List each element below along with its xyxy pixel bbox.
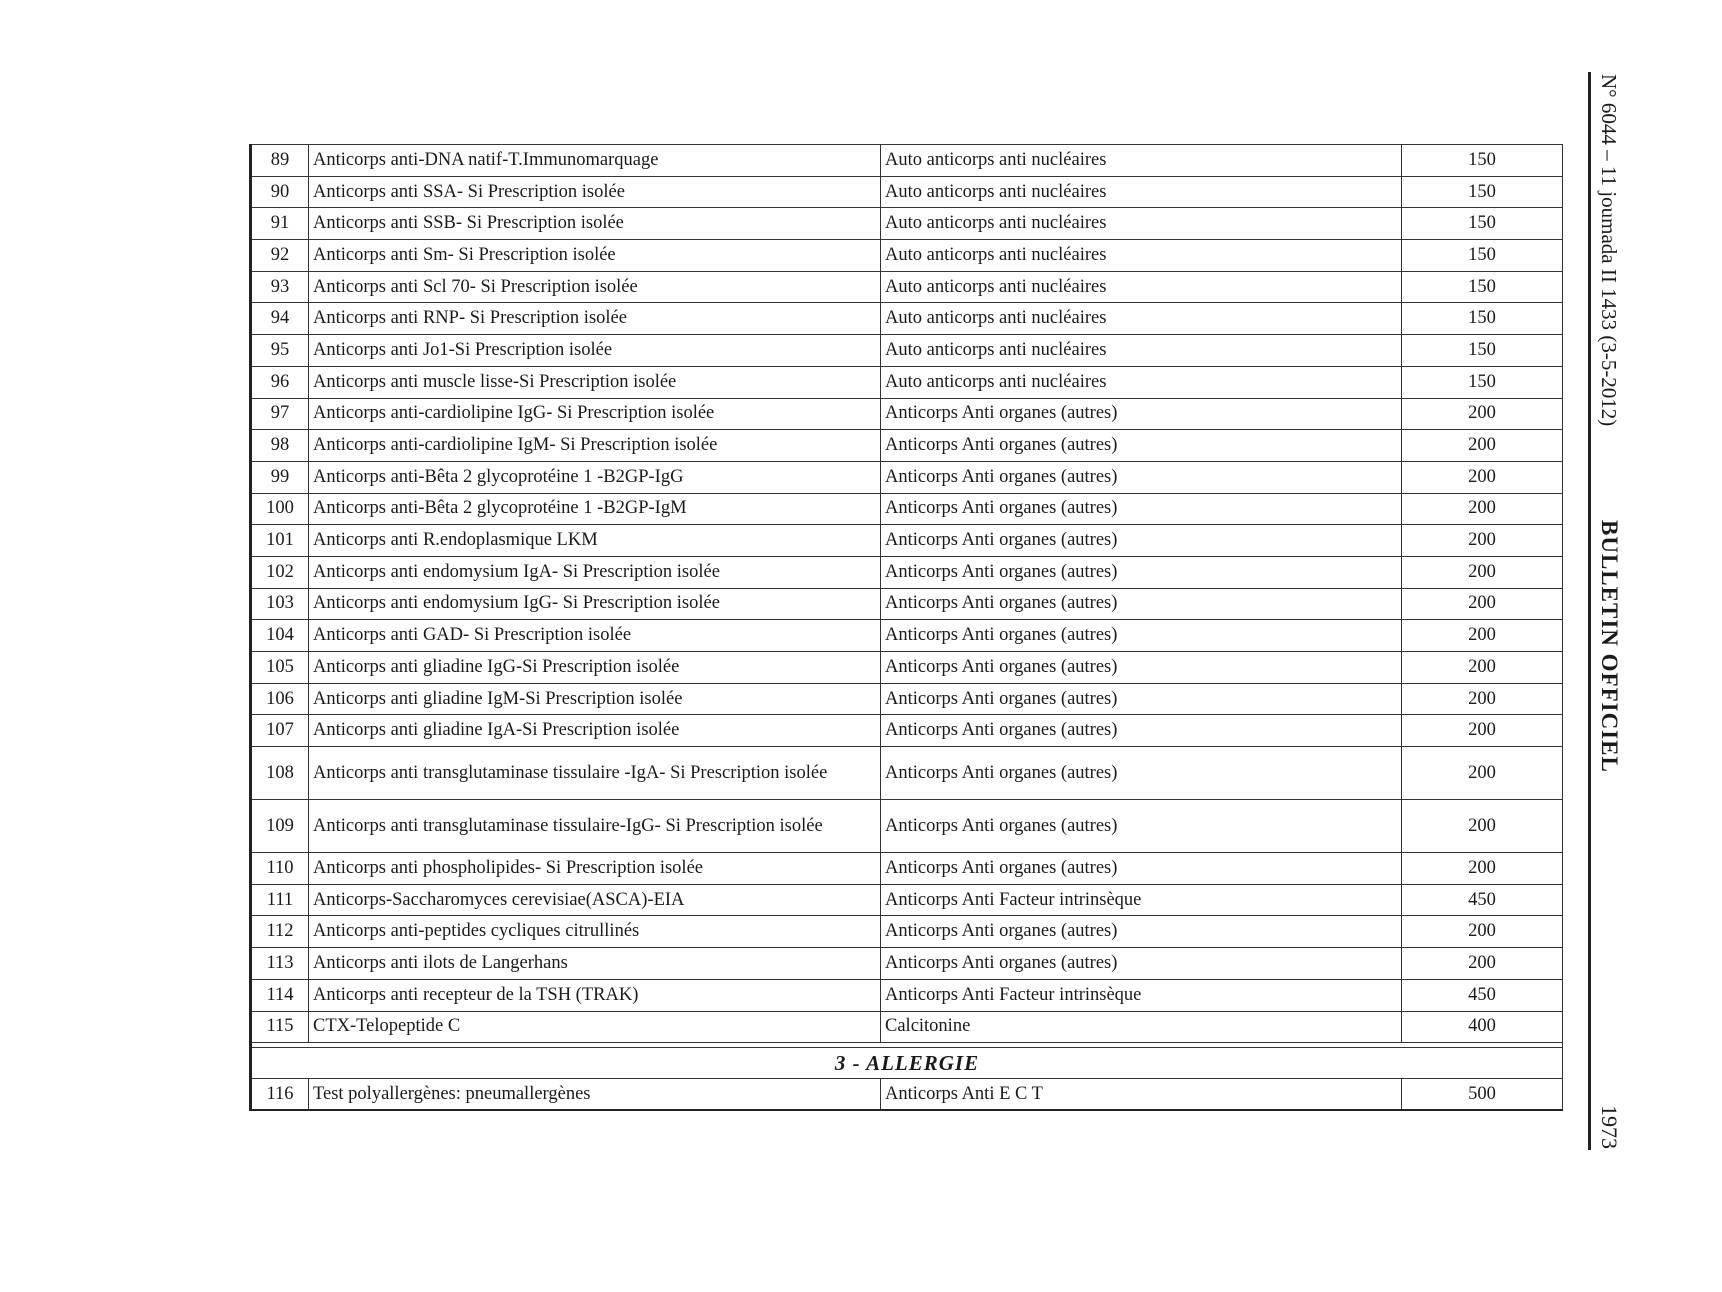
table-row	[251, 884, 1563, 916]
exam-price: 200	[1402, 683, 1563, 715]
row-number: 100	[251, 493, 309, 525]
exam-category: Anticorps Anti Facteur intrinsèque	[881, 884, 1402, 916]
table-row	[251, 493, 1563, 525]
issue-header: N° 6044 – 11 joumada II 1433 (3-5-2012)	[1597, 74, 1621, 427]
table-row	[251, 461, 1563, 493]
exam-category: Anticorps Anti organes (autres)	[881, 588, 1402, 620]
exam-price: 150	[1402, 176, 1563, 208]
row-number: 94	[251, 303, 309, 335]
exam-price: 200	[1402, 652, 1563, 684]
exam-category: Anticorps Anti organes (autres)	[881, 461, 1402, 493]
exam-category: Auto anticorps anti nucléaires	[881, 335, 1402, 367]
exam-name: Anticorps anti R.endoplasmique LKM	[309, 525, 881, 557]
exam-name: Test polyallergènes: pneumallergènes	[309, 1079, 881, 1111]
exam-price: 200	[1402, 747, 1563, 800]
table-row	[251, 176, 1563, 208]
table-row	[251, 620, 1563, 652]
table-row	[251, 916, 1563, 948]
row-number: 98	[251, 430, 309, 462]
exam-price: 200	[1402, 800, 1563, 853]
row-number: 102	[251, 556, 309, 588]
table-row	[251, 715, 1563, 747]
exam-category: Anticorps Anti organes (autres)	[881, 715, 1402, 747]
exam-name: Anticorps anti-Bêta 2 glycoprotéine 1 -B2GP-IgM	[309, 493, 881, 525]
exam-name: Anticorps anti-Bêta 2 glycoprotéine 1 -B2GP-IgG	[309, 461, 881, 493]
exam-category: Calcitonine	[881, 1011, 1402, 1043]
table-row	[251, 800, 1563, 853]
table-row	[251, 1011, 1563, 1043]
exam-price: 150	[1402, 303, 1563, 335]
exam-price: 150	[1402, 335, 1563, 367]
exam-price: 200	[1402, 430, 1563, 462]
exam-category: Anticorps Anti organes (autres)	[881, 525, 1402, 557]
exam-price: 200	[1402, 556, 1563, 588]
exam-name: Anticorps anti transglutaminase tissulaire -IgA- Si Prescription isolée	[309, 747, 881, 800]
exam-category: Auto anticorps anti nucléaires	[881, 271, 1402, 303]
exam-category: Auto anticorps anti nucléaires	[881, 208, 1402, 240]
table-row	[251, 525, 1563, 557]
row-number: 97	[251, 398, 309, 430]
exam-name: Anticorps anti-cardiolipine IgG- Si Prescription isolée	[309, 398, 881, 430]
row-number: 116	[251, 1079, 309, 1111]
exam-category: Auto anticorps anti nucléaires	[881, 240, 1402, 272]
table-row	[251, 652, 1563, 684]
exam-price: 200	[1402, 853, 1563, 885]
exam-category: Auto anticorps anti nucléaires	[881, 366, 1402, 398]
row-number: 92	[251, 240, 309, 272]
publication-title: BULLETIN OFFICIEL	[1597, 520, 1622, 773]
exam-category: Auto anticorps anti nucléaires	[881, 145, 1402, 177]
exam-name: Anticorps-Saccharomyces cerevisiae(ASCA)-EIA	[309, 884, 881, 916]
exam-name: Anticorps anti endomysium IgA- Si Prescription isolée	[309, 556, 881, 588]
exam-name: Anticorps anti Sm- Si Prescription isolée	[309, 240, 881, 272]
row-number: 107	[251, 715, 309, 747]
exam-category: Anticorps Anti organes (autres)	[881, 800, 1402, 853]
exam-price: 450	[1402, 979, 1563, 1011]
table-row	[251, 556, 1563, 588]
row-number: 104	[251, 620, 309, 652]
exam-name: Anticorps anti gliadine IgM-Si Prescription isolée	[309, 683, 881, 715]
exam-price: 200	[1402, 525, 1563, 557]
exam-price: 150	[1402, 366, 1563, 398]
exam-price: 200	[1402, 461, 1563, 493]
row-number: 96	[251, 366, 309, 398]
table-row	[251, 747, 1563, 800]
exam-price: 200	[1402, 948, 1563, 980]
exam-category: Anticorps Anti Facteur intrinsèque	[881, 979, 1402, 1011]
row-number: 91	[251, 208, 309, 240]
row-number: 111	[251, 884, 309, 916]
row-number: 89	[251, 145, 309, 177]
exam-category: Auto anticorps anti nucléaires	[881, 303, 1402, 335]
exam-category: Anticorps Anti organes (autres)	[881, 683, 1402, 715]
exam-category: Anticorps Anti organes (autres)	[881, 556, 1402, 588]
table-row	[251, 853, 1563, 885]
row-number: 109	[251, 800, 309, 853]
exam-name: Anticorps anti gliadine IgG-Si Prescription isolée	[309, 652, 881, 684]
row-number: 93	[251, 271, 309, 303]
exam-category: Anticorps Anti organes (autres)	[881, 493, 1402, 525]
row-number: 112	[251, 916, 309, 948]
exam-price: 150	[1402, 208, 1563, 240]
exam-price: 150	[1402, 145, 1563, 177]
table-row	[251, 366, 1563, 398]
exam-name: Anticorps anti-cardiolipine IgM- Si Prescription isolée	[309, 430, 881, 462]
table-row	[251, 430, 1563, 462]
table-row	[251, 303, 1563, 335]
tariff-table	[249, 144, 1563, 1111]
table-row	[251, 398, 1563, 430]
exam-category: Anticorps Anti organes (autres)	[881, 430, 1402, 462]
exam-price: 200	[1402, 916, 1563, 948]
row-number: 90	[251, 176, 309, 208]
row-number: 108	[251, 747, 309, 800]
section-row	[251, 1048, 1563, 1079]
exam-name: Anticorps anti endomysium IgG- Si Prescription isolée	[309, 588, 881, 620]
exam-category: Anticorps Anti organes (autres)	[881, 948, 1402, 980]
exam-name: Anticorps anti recepteur de la TSH (TRAK)	[309, 979, 881, 1011]
exam-category: Anticorps Anti organes (autres)	[881, 853, 1402, 885]
exam-category: Anticorps Anti organes (autres)	[881, 398, 1402, 430]
section-title: 3 - ALLERGIE	[251, 1048, 1563, 1079]
table-row	[251, 948, 1563, 980]
exam-category: Anticorps Anti organes (autres)	[881, 916, 1402, 948]
exam-category: Anticorps Anti organes (autres)	[881, 747, 1402, 800]
exam-category: Anticorps Anti organes (autres)	[881, 620, 1402, 652]
exam-category: Anticorps Anti organes (autres)	[881, 652, 1402, 684]
table-row	[251, 1079, 1563, 1111]
exam-price: 200	[1402, 588, 1563, 620]
table-row	[251, 979, 1563, 1011]
table-row	[251, 335, 1563, 367]
exam-name: Anticorps anti transglutaminase tissulaire-IgG- Si Prescription isolée	[309, 800, 881, 853]
exam-price: 400	[1402, 1011, 1563, 1043]
exam-price: 200	[1402, 398, 1563, 430]
table-row	[251, 145, 1563, 177]
exam-price: 200	[1402, 493, 1563, 525]
page-number: 1973	[1597, 1105, 1622, 1149]
exam-name: CTX-Telopeptide C	[309, 1011, 881, 1043]
row-number: 99	[251, 461, 309, 493]
exam-price: 200	[1402, 620, 1563, 652]
row-number: 106	[251, 683, 309, 715]
exam-price: 150	[1402, 240, 1563, 272]
exam-price: 500	[1402, 1079, 1563, 1111]
row-number: 110	[251, 853, 309, 885]
table-row	[251, 271, 1563, 303]
exam-name: Anticorps anti gliadine IgA-Si Prescription isolée	[309, 715, 881, 747]
exam-price: 150	[1402, 271, 1563, 303]
exam-name: Anticorps anti muscle lisse-Si Prescription isolée	[309, 366, 881, 398]
exam-name: Anticorps anti GAD- Si Prescription isolée	[309, 620, 881, 652]
table-row	[251, 240, 1563, 272]
exam-name: Anticorps anti RNP- Si Prescription isolée	[309, 303, 881, 335]
exam-name: Anticorps anti SSA- Si Prescription isolée	[309, 176, 881, 208]
table-row	[251, 588, 1563, 620]
row-number: 101	[251, 525, 309, 557]
exam-name: Anticorps anti Scl 70- Si Prescription isolée	[309, 271, 881, 303]
table-row	[251, 208, 1563, 240]
exam-name: Anticorps anti phospholipides- Si Prescription isolée	[309, 853, 881, 885]
row-number: 105	[251, 652, 309, 684]
margin-rule	[1588, 72, 1591, 1150]
exam-name: Anticorps anti SSB- Si Prescription isolée	[309, 208, 881, 240]
table-row	[251, 683, 1563, 715]
row-number: 115	[251, 1011, 309, 1043]
exam-name: Anticorps anti Jo1-Si Prescription isolée	[309, 335, 881, 367]
row-number: 114	[251, 979, 309, 1011]
exam-category: Auto anticorps anti nucléaires	[881, 176, 1402, 208]
row-number: 113	[251, 948, 309, 980]
row-number: 103	[251, 588, 309, 620]
exam-category: Anticorps Anti E C T	[881, 1079, 1402, 1111]
exam-name: Anticorps anti-peptides cycliques citrullinés	[309, 916, 881, 948]
exam-price: 200	[1402, 715, 1563, 747]
row-number: 95	[251, 335, 309, 367]
exam-name: Anticorps anti ilots de Langerhans	[309, 948, 881, 980]
exam-name: Anticorps anti-DNA natif-T.Immunomarquage	[309, 145, 881, 177]
exam-price: 450	[1402, 884, 1563, 916]
